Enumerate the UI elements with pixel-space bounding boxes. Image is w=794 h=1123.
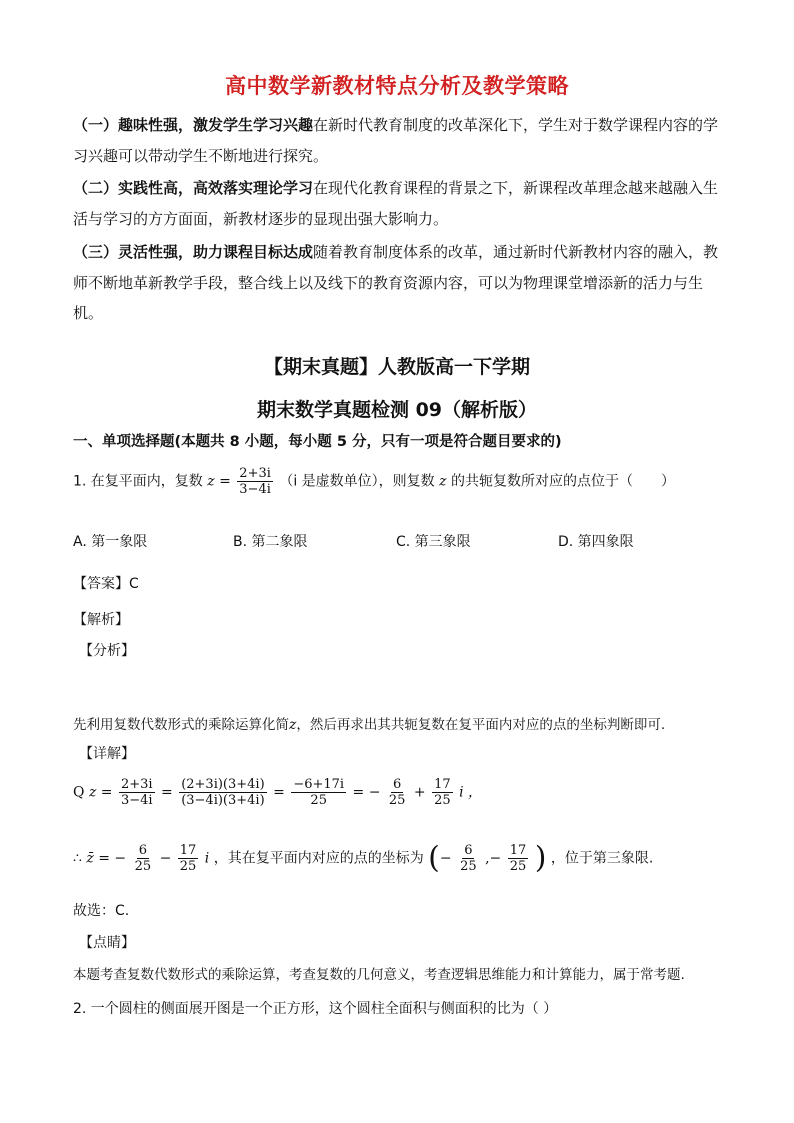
q1-frac-num: 2+3i [239,466,271,481]
conj-point-frac-1-num: 6 [464,843,473,858]
calc-minus: = − [352,784,381,801]
intro-paragraph-1 [73,110,723,171]
conj-i: i [204,850,210,867]
fenxi-z: z [289,717,297,733]
fenxi-text [73,713,665,733]
exam-title-line-2: 期末数学真题检测 09（解析版） [256,399,538,421]
conj-comma: ,− [485,850,502,867]
intro-head-1: （一）趣味性强，激发学生学习兴趣 [73,116,314,134]
conj-minus: − [159,850,172,867]
choice-text: 故选：C. [73,903,130,919]
calc-eq-2: = [273,784,285,801]
calc-frac-4-den: 25 [388,793,406,808]
conj-frac-1 [133,843,154,874]
conj-text-1: ，其在复平面内对应的点的坐标为 [213,850,424,867]
intro-paragraph-3 [73,237,723,329]
calc-tail: i ， [459,784,483,801]
analysis-label: 【解析】 [73,612,129,628]
conj-right-paren: ) [534,840,547,876]
calc-frac-1 [119,777,155,808]
calc-line [73,777,482,808]
calc-eq-1: = [161,784,173,801]
detail-label: 【详解】 [79,746,135,762]
calc-frac-5-den: 25 [434,793,451,808]
calc-frac-3-den: 25 [310,793,327,808]
answer-label: 【答案】C [73,576,139,592]
conj-neg: − [439,850,452,867]
calc-frac-3 [291,777,346,808]
question-1 [73,466,675,497]
calc-plus: + [413,784,426,801]
dianjing-label: 【点睛】 [79,935,135,951]
q1-option-a: A. 第一象限 [73,534,148,550]
q1-z-2: z [439,473,447,490]
intro-head-3: （三）灵活性强，助力课程目标达成 [73,243,314,261]
conj-frac-1-num: 6 [138,843,147,858]
fenxi-text-2: ，然后再求出其共轭复数在复平面内对应的点的坐标判断即可. [296,717,666,733]
q1-z: z [207,473,215,490]
intro-body-3: 随着教育制度体系的改革，通过新时代新教材内容的融入，教师不断地革新教学手段，整合线上以及线下的教育资源内容，可以为物理课堂增添新的活力与生机。 [73,243,719,322]
calc-frac-1-num: 2+3i [120,777,153,792]
calc-z: z = [88,784,113,801]
q1-eq: = [219,473,231,490]
calc-lead: Q [73,784,85,801]
conj-point-frac-2-den: 25 [509,859,527,874]
q1-middle: （i 是虚数单位），则复数 [279,473,435,490]
question-2: 2. 一个圆柱的侧面展开图是一个正方形，这个圆柱全面积与侧面积的比为（ ） [73,1001,558,1017]
q1-option-b: B. 第二象限 [233,534,308,550]
calc-frac-2 [179,777,266,808]
conj-left-paren: ( [428,840,440,876]
intro-head-2: （二）实践性高，高效落实理论学习 [73,179,314,197]
q1-fraction [237,466,273,497]
dianjing-text: 本题考查复数代数形式的乘除运算，考查复数的几何意义，考查逻辑思维能力和计算能力，属于常考题. [73,967,685,983]
calc-frac-3-num: −6+17i [293,777,345,792]
q1-frac-den: 3−4i [239,482,271,497]
conj-point-frac-2-num: 17 [509,843,527,858]
intro-body-2: 在现代化教育课程的背景之下，新课程改革理念越来越融入生活与学习的方方面面，新教材逐步的显现出强大影响力。 [73,179,719,228]
section-heading: 一、单项选择题(本题共 8 小题，每小题 5 分，只有一项是符合题目要求的) [73,434,562,450]
intro-paragraph-2 [73,173,723,234]
conj-point-frac-2 [508,843,529,874]
q1-option-c: C. 第三象限 [396,534,471,550]
conj-lead: ∴ [73,850,82,867]
calc-frac-2-num: (2+3i)(3+4i) [181,777,265,792]
calc-frac-4 [387,777,408,808]
calc-frac-2-den: (3−4i)(3+4i) [181,793,265,808]
calc-frac-5 [432,777,453,808]
conj-text-2: ，位于第三象限. [550,850,654,867]
conj-line [73,840,654,876]
calc-frac-4-num: 6 [393,777,402,792]
calc-frac-1-den: 3−4i [120,793,153,808]
conj-point-frac-1 [458,843,479,874]
q1-suffix: 的共轭复数所对应的点位于（ ） [450,473,675,490]
fenxi-label: 【分析】 [79,643,135,659]
conj-frac-2-num: 17 [179,843,197,858]
conj-frac-1-den: 25 [134,859,152,874]
conj-frac-2 [178,843,199,874]
exam-title-line-1: 【期末真题】人教版高一下学期 [263,356,530,378]
fenxi-text-1: 先利用复数代数形式的乘除运算化简 [73,717,289,733]
conj-zbar: z̄ = − [86,850,127,867]
doc-title: 高中数学新教材特点分析及教学策略 [225,74,569,98]
q1-option-d: D. 第四象限 [558,534,634,550]
intro-body-1: 在新时代教育制度的改革深化下，学生对于数学课程内容的学习兴趣可以带动学生不断地进行探究。 [73,116,719,165]
calc-frac-5-num: 17 [434,777,451,792]
conj-frac-2-den: 25 [179,859,197,874]
conj-point-frac-1-den: 25 [460,859,477,874]
q1-prefix: 1. 在复平面内，复数 [73,473,203,490]
